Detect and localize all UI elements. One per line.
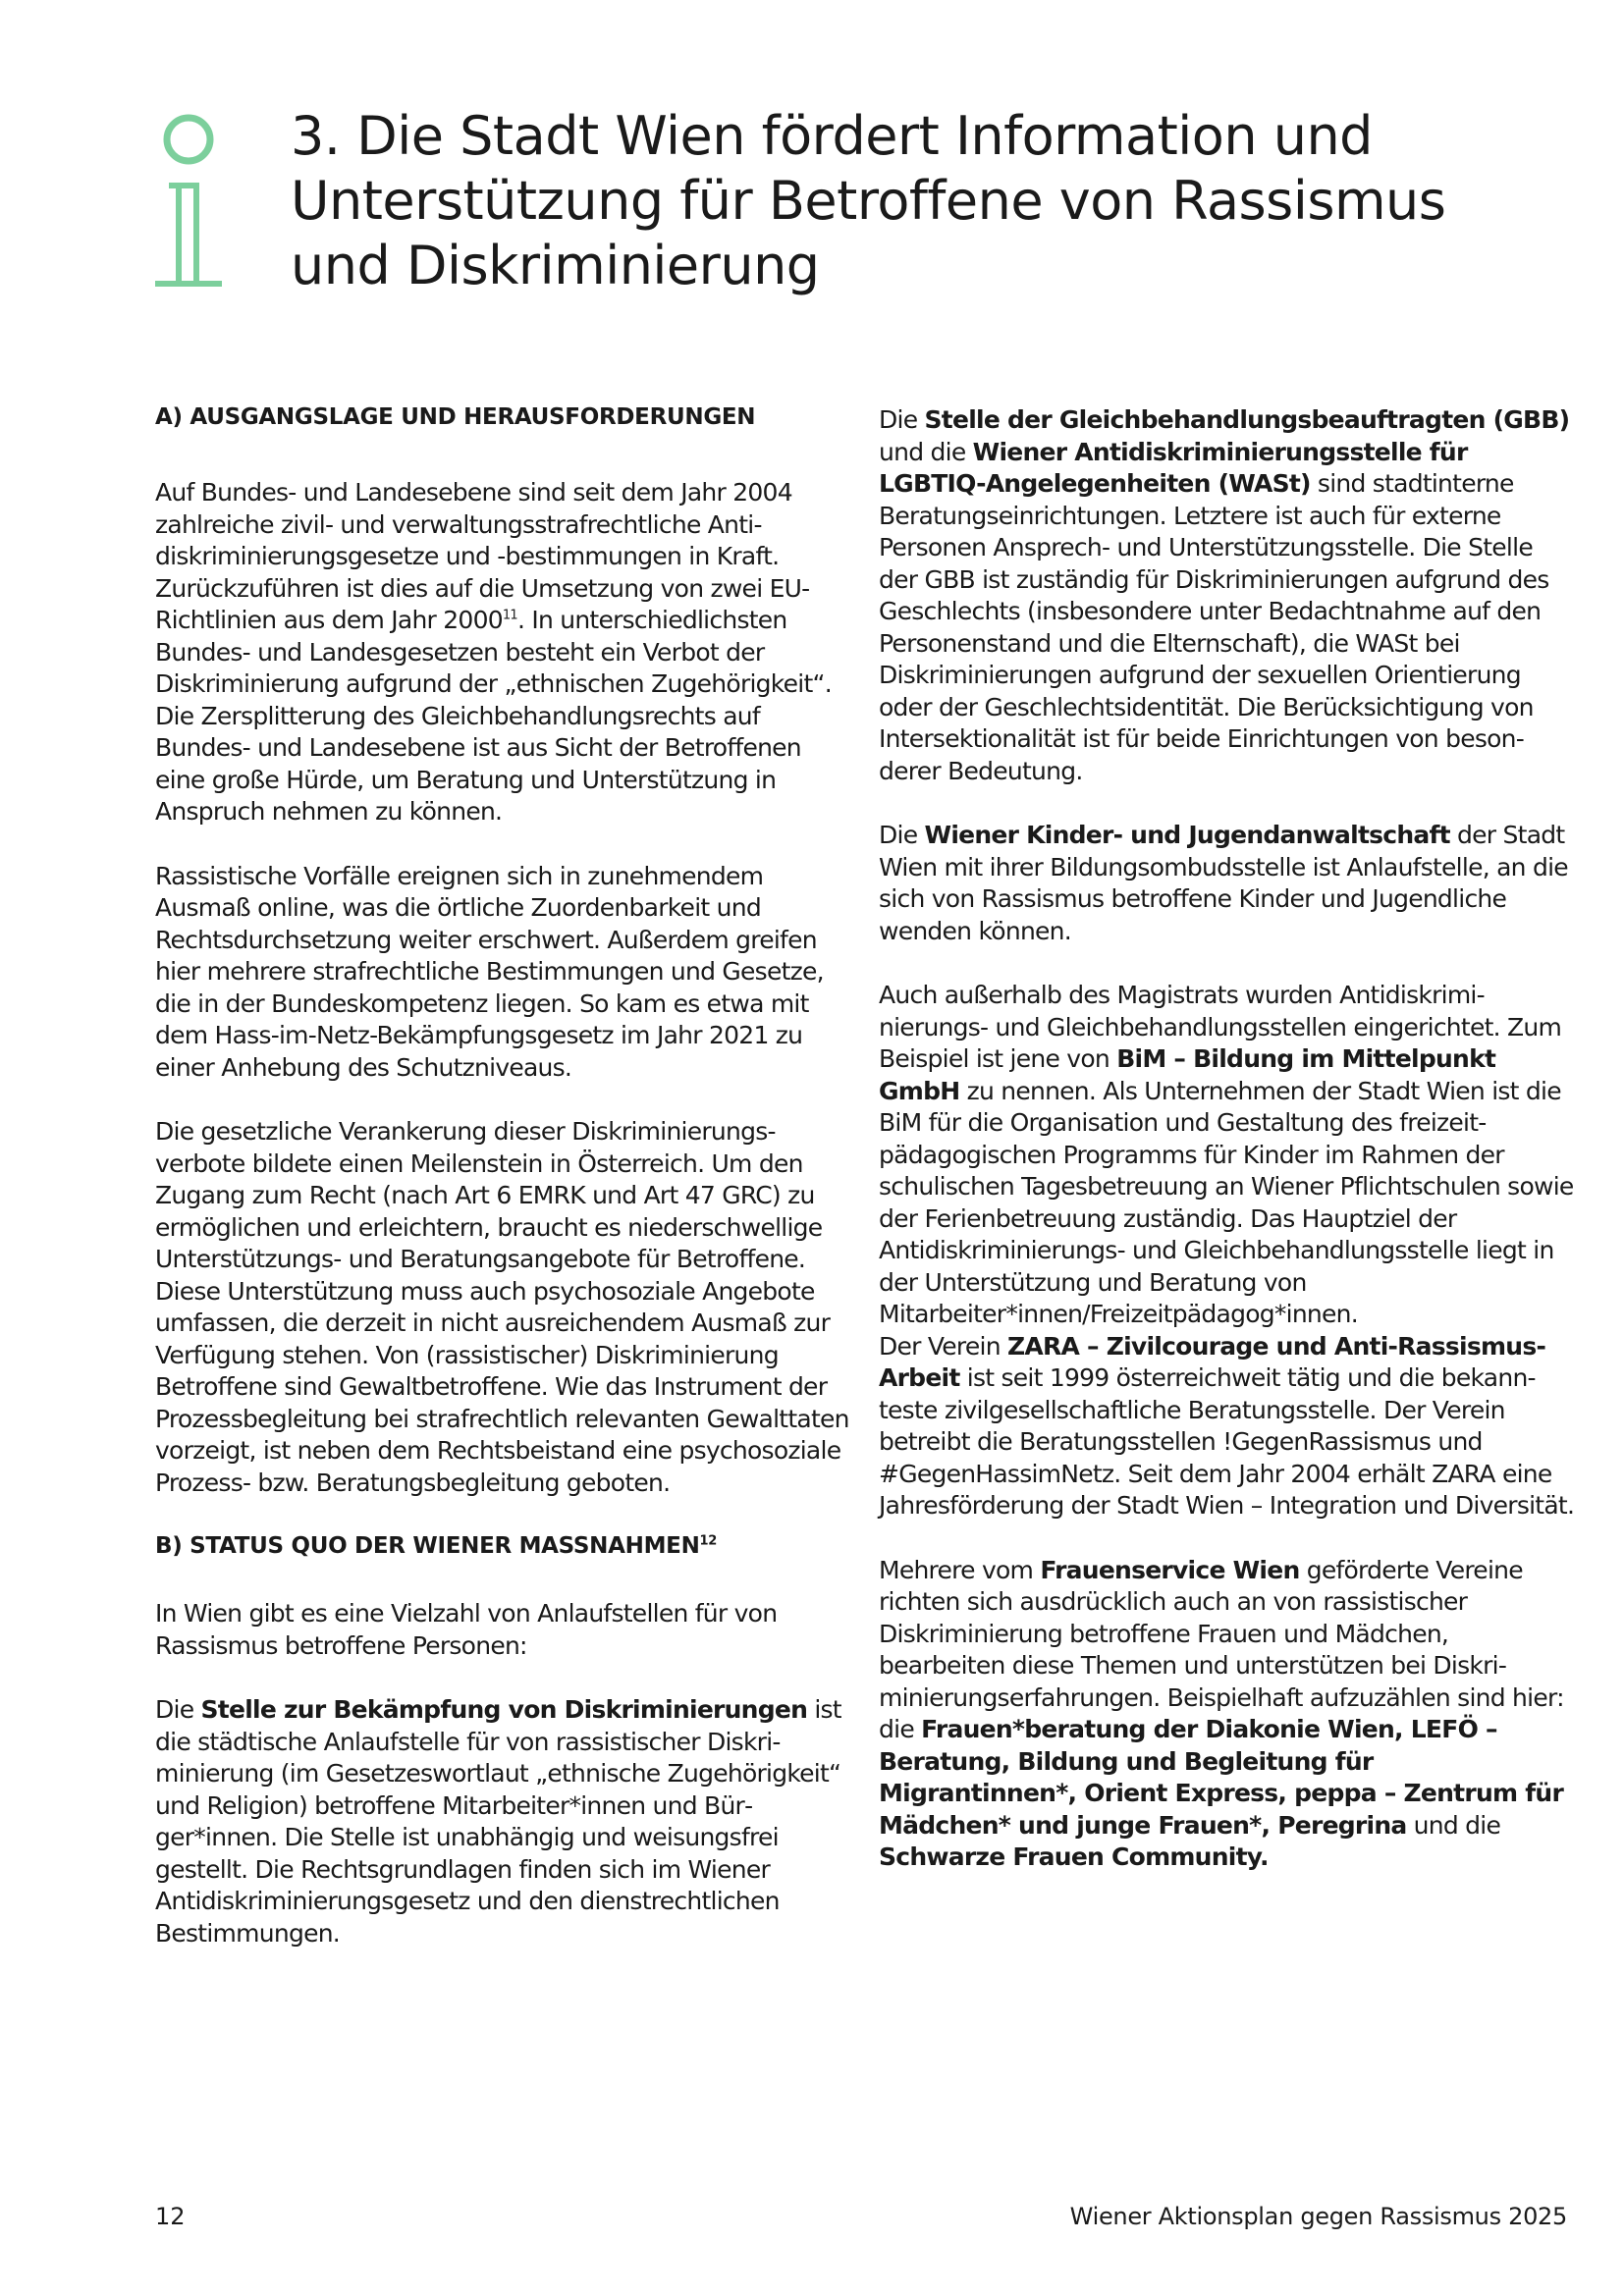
page-number: 12 [155,2203,186,2230]
organisation-name: Wiener Antidiskriminierungsstelle für LGBTIQ-Angelegenheiten (WASt) [879,437,1468,498]
zara-paragraph [879,1331,1576,1522]
organisation-name: Stelle der Gleichbehandlungsbeauftragten (GBB) [924,405,1570,434]
organisation-name: Frauenservice Wien [1040,1555,1300,1584]
section-a-heading: A) AUSGANGSLAGE UND HERAUSFORDERUNGEN [155,404,756,430]
paragraph-text: Die [155,1695,201,1724]
paragraph-text: geförderte Vereine richten sich ausdrücklich auch an von rassistischer Diskriminierung betroffene Frauen und Mädchen, bearbeiten diese Themen und unterstützen bei Diskriminierungserfahrungen. Beispielhaft aufzuzählen sind hier: die [879,1555,1564,1743]
paragraph-text: zu nennen. Als Unternehmen der Stadt Wien ist die BiM für die Organisation und Gestaltung des freizeitpädagogischen Programms für Kinder im Rahmen der schulischen Tagesbetreuung an Wiener Pflichtschulen sowie der Ferienbetreuung zuständig. Das Hauptziel der Antidiskriminierungs- und Gleichbehandlungsstelle liegt in der Unterstützung und Beratung von Mitarbeiter*innen/Freizeitpädagog*innen. [879,1076,1574,1328]
paragraph-text: und die [879,437,973,466]
paragraph-text: Mehrere vom [879,1555,1041,1584]
left-column [155,402,852,1949]
section-b-intro: In Wien gibt es eine Vielzahl von Anlaufstellen für von Rassismus betroffene Personen: [155,1599,778,1660]
info-icon [155,114,222,291]
page-title: 3. Die Stadt Wien fördert Information und Unterstützung für Betroffene von Rassismus und Diskriminierung [291,105,1446,296]
paragraph-text: sind stadtinterne Beratungseinrichtungen. Letztere ist auch für externe Personen Ansprech- und Unterstützungsstelle. Die Stelle der GBB ist zuständig für Diskriminierungen aufgrund des Geschlechts (insbesondere unter Bedachtnahme auf den Personenstand und die Elternschaft), die WASt bei Diskriminierungen aufgrund der sexuellen Orientierung oder der Geschlechtsidentität. Die Berücksichtigung von Intersektionalität ist für beide Einrichtungen von besonderer Bedeutung. [879,469,1549,785]
section-a-paragraph-1 [155,477,852,828]
section-b-heading [155,1531,852,1561]
bim-paragraph [879,980,1576,1331]
paragraph-text: ist seit 1999 österreichweit tätig und die bekannteste zivilgesellschaftliche Beratungsstelle. Der Verein betreibt die Beratungsstellen !GegenRassismus und #GegenHassimNetz. Seit dem Jahr 2004 erhält ZARA eine Jahresförderung der Stadt Wien – Integration und Diversität. [879,1363,1575,1520]
paragraph-text: ist die städtische Anlaufstelle für von rassistischer Diskriminierung (im Gesetzeswortlaut „ethnische Zugehörigkeit“ und Religion) betroffene Mitarbeiter*innen und Bürger*innen. Die Stelle ist unabhängig und weisungsfrei gestellt. Die Rechtsgrundlagen finden sich im Wiener Antidiskriminierungsgesetz und den dienstrechtlichen Bestimmungen. [155,1695,841,1948]
organisation-name: Stelle zur Bekämpfung von Diskriminierungen [200,1695,808,1724]
section-a-paragraph-3: Die gesetzliche Verankerung dieser Diskriminierungsverbote bildete einen Meilenstein in Österreich. Um den Zugang zum Recht (nach Art 6 EMRK und Art 47 GRC) zu ermöglichen und erleichtern, braucht es niederschwellige Unterstützungs- und Beratungsangebote für Betroffene. Diese Unterstützung muss auch psychosoziale Angebote umfassen, die derzeit in nicht ausreichendem Ausmaß zur Verfügung stehen. Von (rassistischer) Diskriminierung Betroffene sind Gewaltbetroffene. Wie das Instrument der Prozessbegleitung bei strafrechtlich relevanten Gewalttaten vorzeigt, ist neben dem Rechtsbeistand eine psychosoziale Prozess- bzw. Beratungsbegleitung geboten. [155,1117,849,1497]
right-column [879,404,1576,1874]
paragraph-text: Der Verein [879,1331,1007,1361]
stelle-paragraph [155,1694,852,1949]
kja-paragraph [879,820,1576,947]
paragraph-text: Die [879,405,925,434]
organisation-name: ZARA – Zivilcourage und Anti-Rassismus-Arbeit [879,1331,1546,1392]
organisation-name: BiM – Bildung im Mittelpunkt GmbH [879,1044,1496,1105]
organisation-name: Schwarze Frauen Community. [879,1842,1269,1871]
gbb-paragraph [879,404,1576,787]
paragraph-text: und die [1406,1810,1501,1840]
organisation-name: Wiener Kinder- und Jugendanwaltschaft [924,821,1450,849]
organisation-name: Frauen*beratung der Diakonie Wien, LEFÖ – Beratung, Bildung und Begleitung für Migrantinnen*, Orient Express, peppa – Zentrum für Mädchen* und junge Frauen*, Peregrina [879,1715,1564,1840]
footnote-12: 12 [699,1533,718,1549]
section-b-heading-text: B) STATUS QUO DER WIENER MASSNAHMEN [155,1533,700,1559]
footnote-11: 11 [502,608,517,623]
publication-title: Wiener Aktionsplan gegen Rassismus 2025 [1069,2203,1567,2230]
section-a-paragraph-2: Rassistische Vorfälle ereignen sich in zunehmendem Ausmaß online, was die örtliche Zuordenbarkeit und Rechtsdurchsetzung weiter erschwert. Außerdem greifen hier mehrere strafrechtliche Bestimmungen und Gesetze, die in der Bundeskompetenz liegen. So kam es etwa mit dem Hass-im-Netz-Bekämpfungsgesetz im Jahr 2021 zu einer Anhebung des Schutzniveaus. [155,861,824,1082]
paragraph-text: Auf Bundes- und Landesebene sind seit dem Jahr 2004 zahlreiche zivil- und verwaltungsstrafrechtliche Antidiskriminierungsgesetze und -bestimmungen in Kraft. Zurückzuführen ist dies auf die Umsetzung von zwei EU-Richtlinien aus dem Jahr 2000 [155,478,810,634]
frauen-paragraph [879,1555,1576,1874]
paragraph-text: . In unterschiedlichsten Bundes- und Landesgesetzen besteht ein Verbot der Diskriminierung aufgrund der „ethnischen Zugehörigkeit“. Die Zersplitterung des Gleichbehandlungsrechts auf Bundes- und Landesebene ist aus Sicht der Betroffenen eine große Hürde, um Beratung und Unterstützung in Anspruch nehmen zu können. [155,606,832,826]
paragraph-text: der Stadt Wien mit ihrer Bildungsombudsstelle ist Anlaufstelle, an die sich von Rassismus betroffene Kinder und Jugendliche wenden können. [879,821,1568,945]
paragraph-text: Auch außerhalb des Magistrats wurden Antidiskriminierungs- und Gleichbehandlungsstellen eingerichtet. Zum Beispiel ist jene von [879,981,1562,1073]
paragraph-text: Die [879,821,925,849]
